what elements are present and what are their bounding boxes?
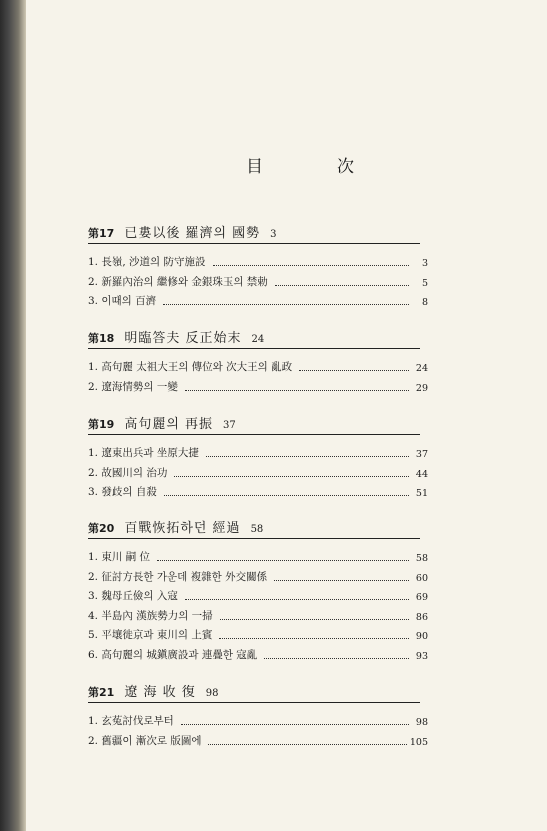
toc-entry[interactable] xyxy=(88,293,428,308)
toc-entry[interactable] xyxy=(88,608,428,623)
toc-entry-page: 24 xyxy=(415,363,428,374)
toc-entry-page: 90 xyxy=(415,631,428,642)
toc-entry-label: 1. 長嶺, 沙道의 防守施設 xyxy=(88,256,206,268)
chapter-heading xyxy=(88,681,218,700)
dot-leader xyxy=(185,390,409,391)
toc-entry[interactable] xyxy=(88,254,428,269)
chapter-page: 98 xyxy=(205,688,219,699)
toc-entry-label: 1. 東川 嗣 位 xyxy=(88,551,151,563)
toc-entry-label: 3. 이때의 百濟 xyxy=(88,295,157,307)
page-title xyxy=(246,152,356,177)
toc-entry[interactable] xyxy=(88,465,428,480)
dot-leader xyxy=(185,599,409,600)
chapter-heading xyxy=(88,517,263,536)
toc-entry-label: 2. 遼海情勢의 一變 xyxy=(88,380,178,393)
dot-leader xyxy=(275,285,409,286)
dot-leader xyxy=(213,265,409,266)
title-char-right: 次 xyxy=(337,157,356,177)
toc-entry-page: 60 xyxy=(415,572,428,584)
chapter-title: 已婁以後 羅濟의 國勢 xyxy=(124,226,261,241)
toc-entry-label: 4. 半島內 漢族勢力의 一掃 xyxy=(88,609,213,622)
chapter-heading xyxy=(88,413,236,432)
dot-leader xyxy=(219,638,409,639)
chapter-rule xyxy=(88,434,420,435)
toc-entry-label: 2. 舊疆이 漸次로 版圖에 xyxy=(88,734,202,747)
toc-entry[interactable] xyxy=(88,588,428,603)
dot-leader xyxy=(264,658,409,659)
toc-entry[interactable] xyxy=(88,484,428,499)
chapter-rule xyxy=(88,538,420,539)
toc-entry-page: 69 xyxy=(415,592,428,603)
chapter-rule xyxy=(88,348,420,349)
dot-leader xyxy=(220,619,409,620)
chapter-rule xyxy=(88,702,420,703)
title-char-left: 目 xyxy=(246,157,265,177)
chapter-number: 第17 xyxy=(88,227,115,240)
toc-entry-label: 3. 發歧의 自殺 xyxy=(88,486,157,498)
toc-entry-label: 1. 玄菟討伐로부터 xyxy=(88,715,174,727)
dot-leader xyxy=(164,495,409,496)
chapter-number: 第19 xyxy=(88,418,115,431)
chapter-number: 第21 xyxy=(88,686,115,699)
dot-leader xyxy=(181,724,409,725)
chapter-heading xyxy=(88,222,277,241)
toc-entry-label: 1. 遼東出兵과 坐原大捷 xyxy=(88,447,199,459)
toc-entry[interactable] xyxy=(88,445,428,460)
chapter-page: 37 xyxy=(223,420,236,431)
chapter-title: 百戰恢拓하던 經過 xyxy=(124,521,241,536)
toc-entry[interactable] xyxy=(88,569,428,584)
chapter-page: 24 xyxy=(251,334,265,345)
chapter-rule xyxy=(88,243,420,244)
toc-entry[interactable] xyxy=(88,274,428,289)
toc-entry-label: 2. 新羅內治의 繼修와 金銀珠玉의 禁勅 xyxy=(88,275,268,288)
toc-entry[interactable] xyxy=(88,549,428,564)
toc-entry-label: 5. 平壤徙京과 東川의 上賓 xyxy=(88,629,213,641)
chapter-title: 高句麗의 再振 xyxy=(124,417,214,432)
toc-entry[interactable] xyxy=(88,359,428,374)
toc-entry-page: 98 xyxy=(415,717,428,728)
toc-entry-page: 8 xyxy=(421,297,428,308)
chapter-page: 3 xyxy=(270,229,277,240)
toc-entry-page: 93 xyxy=(415,650,428,662)
toc-entry-label: 1. 高句麗 太祖大王의 傳位와 次大王의 亂政 xyxy=(88,361,293,373)
toc-entry-label: 2. 征討方長한 가운데 複雜한 外交關係 xyxy=(88,570,268,583)
toc-entry-page: 86 xyxy=(415,611,428,623)
toc-entry-page: 5 xyxy=(421,277,428,289)
toc-entry[interactable] xyxy=(88,627,428,642)
chapter-title: 明臨答夫 反正始末 xyxy=(124,331,242,346)
toc-entry[interactable] xyxy=(88,713,428,728)
toc-entry-page: 29 xyxy=(415,382,428,394)
dot-leader xyxy=(208,744,406,745)
toc-entry-page: 44 xyxy=(415,468,428,480)
dot-leader xyxy=(274,580,409,581)
toc-entry-page: 3 xyxy=(421,258,428,269)
toc-entry-page: 105 xyxy=(409,736,428,748)
chapter-number: 第18 xyxy=(88,332,115,345)
chapter-page: 58 xyxy=(250,524,264,535)
toc-entry-label: 3. 魏母丘儉의 入寇 xyxy=(88,590,178,602)
dot-leader xyxy=(299,370,409,371)
chapter-heading xyxy=(88,327,264,346)
toc-entry-label: 6. 高句麗의 城鎭廣設과 連疊한 寇亂 xyxy=(88,648,258,661)
toc-entry[interactable] xyxy=(88,379,428,394)
toc-entry-page: 51 xyxy=(415,488,428,499)
toc-entry[interactable] xyxy=(88,733,428,748)
toc-entry-page: 58 xyxy=(415,553,428,564)
chapter-title: 遼 海 收 復 xyxy=(124,685,196,700)
chapter-number: 第20 xyxy=(88,522,115,535)
toc-entry[interactable] xyxy=(88,647,428,662)
toc-entry-page: 37 xyxy=(415,449,428,460)
book-spine-shadow xyxy=(0,0,26,831)
dot-leader xyxy=(157,560,409,561)
dot-leader xyxy=(174,476,409,477)
dot-leader xyxy=(163,304,409,305)
toc-entry-label: 2. 故國川의 治功 xyxy=(88,466,168,479)
dot-leader xyxy=(206,456,409,457)
